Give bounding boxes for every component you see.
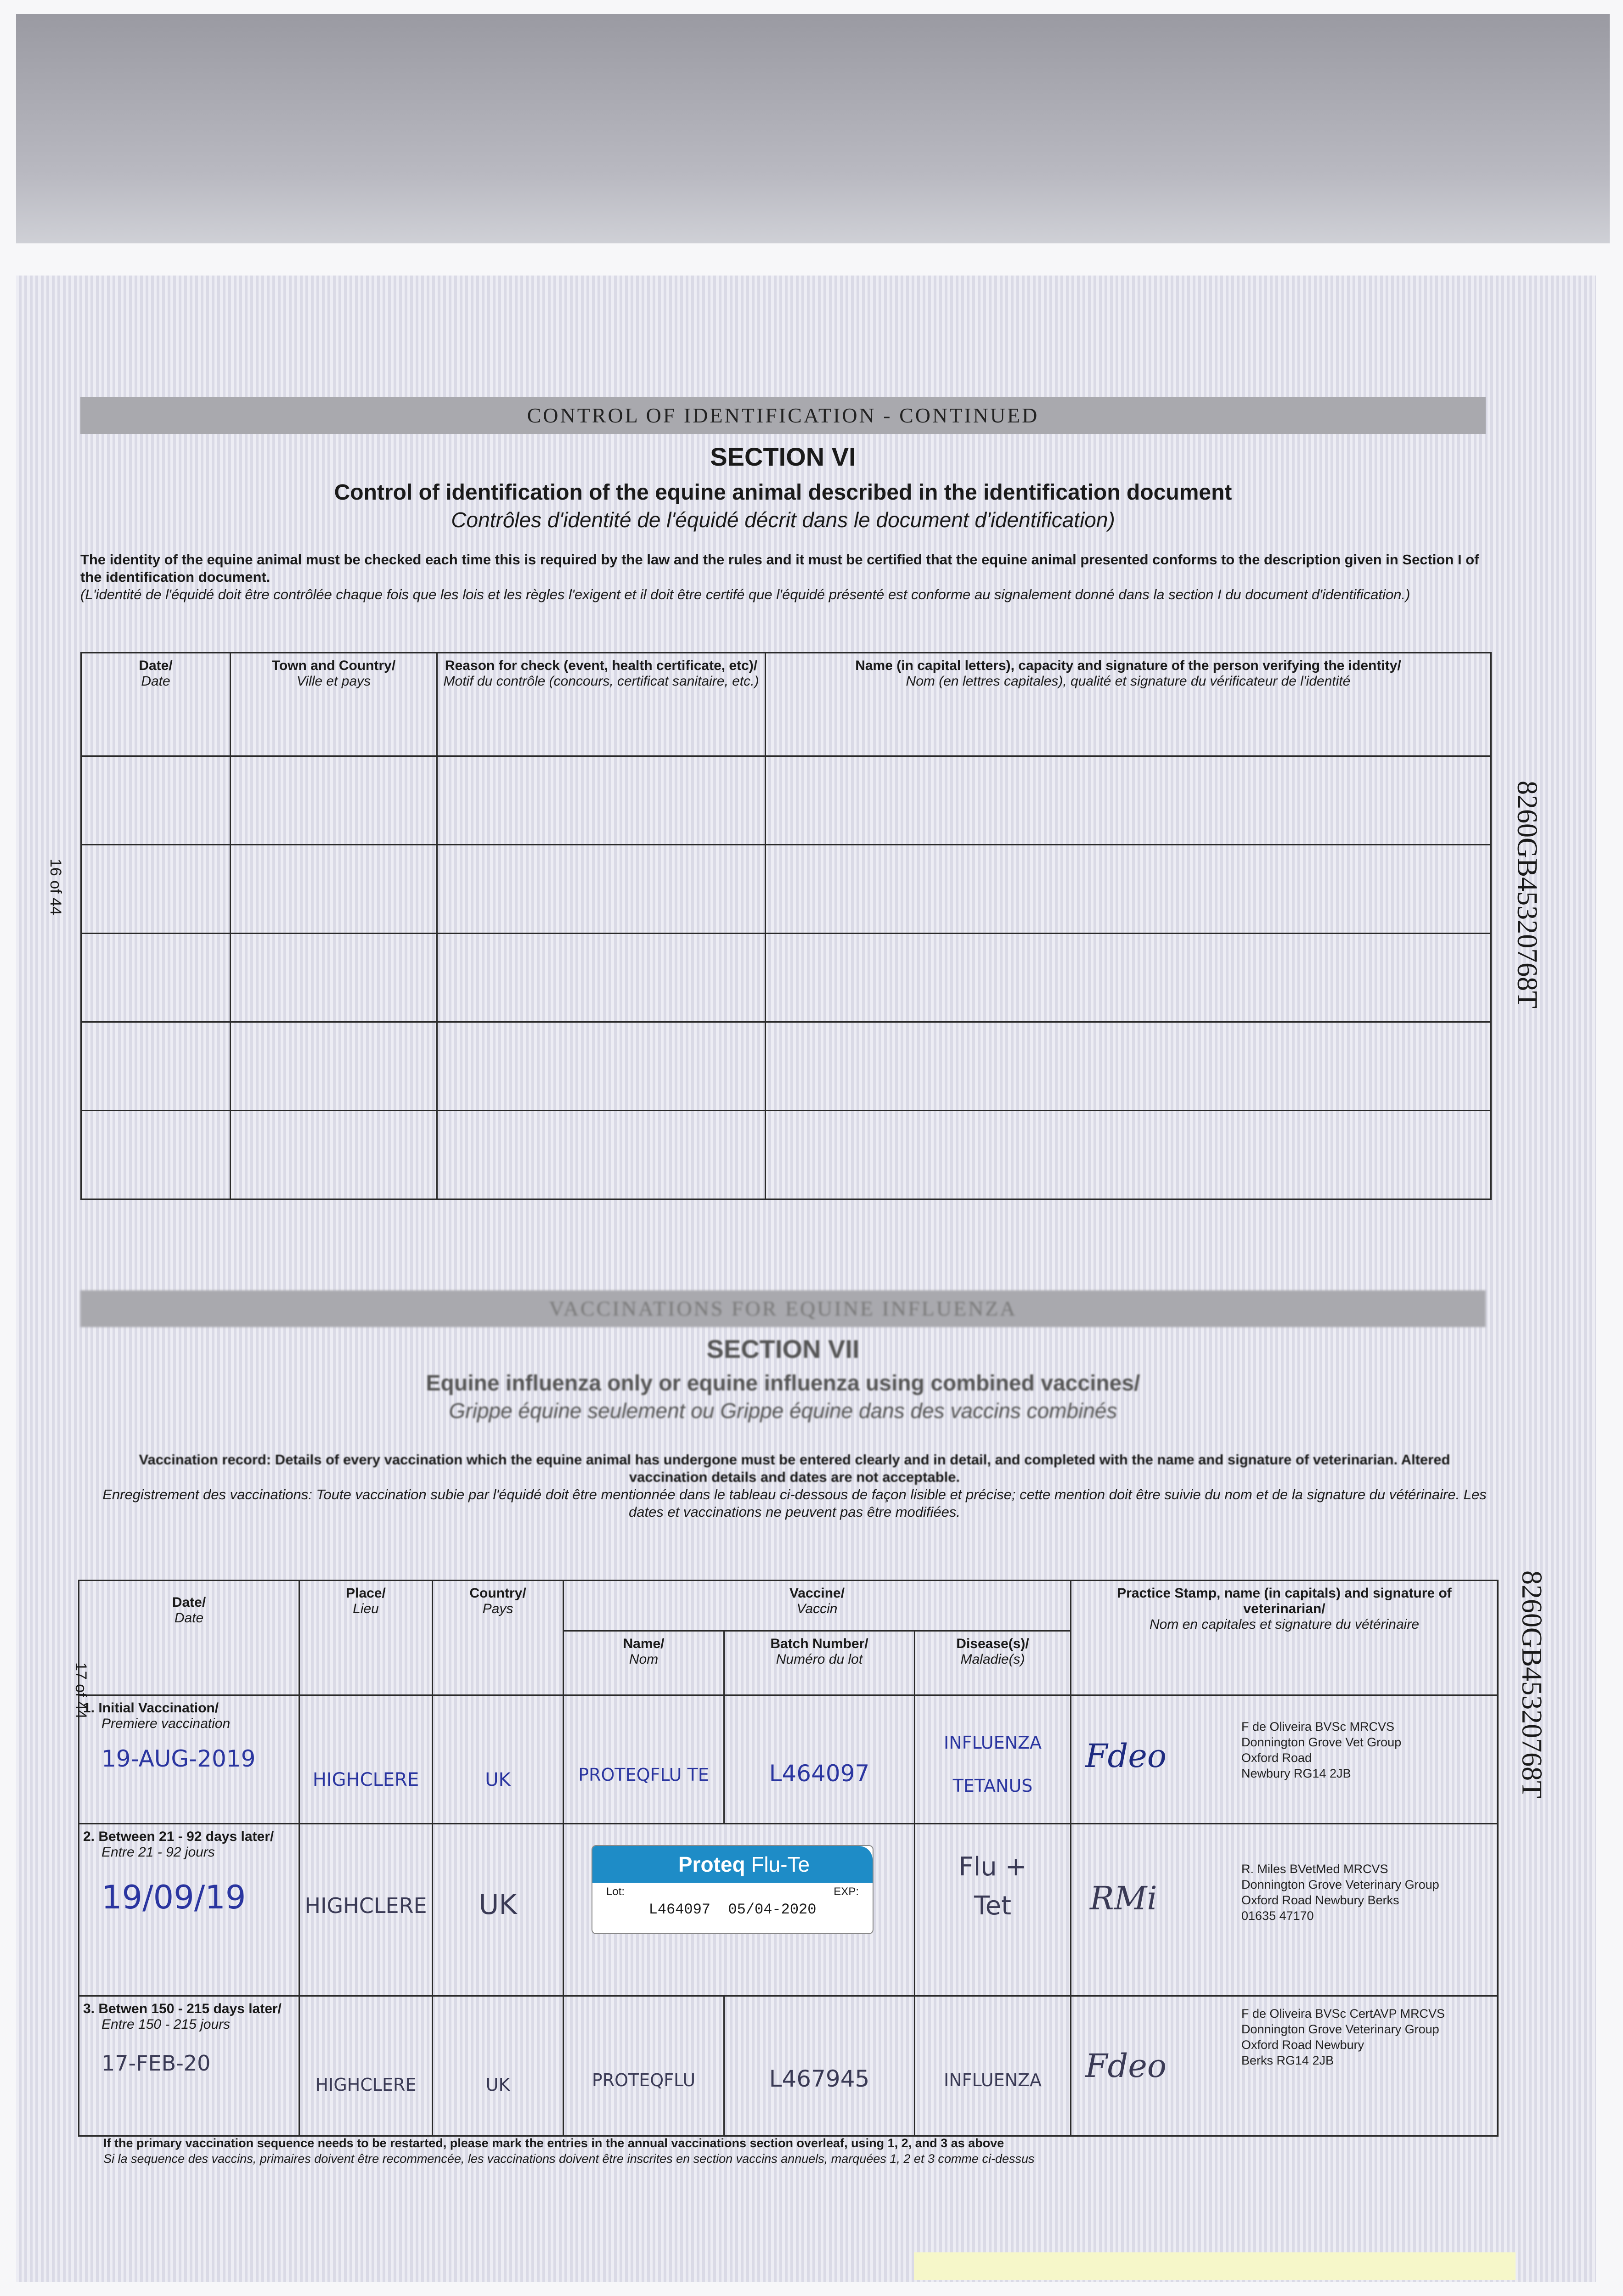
col-place: Place/ Lieu <box>299 1581 433 1695</box>
passport-id: 8260GB45320768T <box>1511 781 1543 1008</box>
handwritten-disease: Tet <box>974 1891 1012 1921</box>
vaccine-sticker-cell <box>564 1824 915 1996</box>
col-town: Town and Country/ Ville et pays <box>231 653 437 756</box>
handwritten-place: HIGHCLERE <box>304 1893 427 1918</box>
vet-signature: Fdeo <box>1085 1737 1167 1775</box>
col-batch: Batch Number/ Numéro du lot <box>724 1631 915 1695</box>
handwritten-disease: INFLUENZA <box>943 2070 1042 2090</box>
practice-stamp: F de Oliveira BVSc MRCVS Donnington Grove Vet Group Oxford Road Newbury RG14 2JB <box>1241 1720 1402 1780</box>
handwritten-place: HIGHCLERE <box>312 1769 419 1790</box>
handwritten-country: UK <box>479 1889 517 1921</box>
handwritten-disease: Flu + <box>958 1852 1027 1882</box>
col-date: Date/ Date <box>79 1581 299 1695</box>
handwritten-vaccine-name: PROTEQFLU TE <box>578 1765 709 1785</box>
identification-check-table <box>80 652 1492 1200</box>
section-subtitle: Equine influenza only or equine influenza using combined vaccines/ <box>426 1371 1140 1396</box>
table-row <box>81 845 1491 934</box>
row-date-cell: 3. Betwen 150 - 215 days later/ Entre 150 - 215 jours 17-FEB-20 <box>79 1996 299 2136</box>
section-title: SECTION VII <box>706 1334 860 1363</box>
practice-stamp: F de Oliveira BVSc CertAVP MRCVS Donnington Grove Veterinary Group Oxford Road Newbury Berks RG14 2JB <box>1241 2007 1445 2067</box>
intro-fr: Enregistrement des vaccinations: Toute vaccination subie par l'équidé doit être mentionnée dans le tableau ci-dessous de façon lisible et précise; cette mention doit être suivie du nom et de la signature du vétérinaire. Les dates et vaccinations ne peuvent pas être modifiées. <box>102 1486 1487 1520</box>
handwritten-date: 19-AUG-2019 <box>101 1745 256 1772</box>
handwritten-place: HIGHCLERE <box>315 2075 417 2095</box>
footnote <box>103 2135 1481 2167</box>
section-intro <box>99 1451 1490 1521</box>
scanner-background <box>16 14 1610 243</box>
page-section-vii <box>16 1281 1596 2282</box>
passport-id: 8260GB45320768T <box>1516 1570 1547 1798</box>
section-subtitle-fr: Grippe équine seulement ou Grippe équine dans des vaccins combinés <box>449 1399 1117 1423</box>
table-row <box>81 1111 1491 1199</box>
col-reason: Reason for check (event, health certificate, etc)/ Motif du contrôle (concours, certificat sanitaire, etc.) <box>437 653 766 756</box>
table-row <box>81 1022 1491 1111</box>
section-subtitle-fr: Contrôles d'identité de l'équidé décrit dans le document d'identification) <box>451 508 1115 532</box>
col-stamp: Practice Stamp, name (in capitals) and signature of veterinarian/ Nom en capitales et signature du vétérinaire <box>1071 1581 1498 1695</box>
handwritten-date: 19/09/19 <box>101 1879 246 1916</box>
page-section-vi <box>16 276 1596 1290</box>
row-date-cell: 1. Initial Vaccination/ Premiere vaccination 19-AUG-2019 <box>79 1695 299 1824</box>
footnote-en: If the primary vaccination sequence needs to be restarted, please mark the entries in the annual vaccinations section overleaf, using 1, 2, and 3 as above <box>103 2136 1004 2150</box>
vet-signature: Fdeo <box>1085 2047 1167 2085</box>
table-row <box>79 1695 1498 1824</box>
table-row <box>81 756 1491 845</box>
practice-stamp: R. Miles BVetMed MRCVS Donnington Grove Veterinary Group Oxford Road Newbury Berks 01635 47170 <box>1241 1862 1439 1923</box>
vet-signature: RMi <box>1090 1880 1157 1917</box>
handwritten-country: UK <box>485 2075 510 2095</box>
section-title: SECTION VI <box>710 442 856 471</box>
table-row <box>81 934 1491 1022</box>
section-intro <box>80 551 1486 603</box>
col-vaccine: Vaccine/ Vaccin <box>564 1581 1071 1631</box>
handwritten-batch: L467945 <box>769 2065 870 2092</box>
intro-en: The identity of the equine animal must be checked each time this is required by the law and the rules and it must be certified that the equine animal presented conforms to the description given in Section I of the identification document. <box>80 551 1479 585</box>
yellow-page-tab <box>914 2252 1516 2280</box>
footnote-fr: Si la sequence des vaccins, primaires doivent être recommencée, les vaccinations doivent être inscrites en section vaccins annuels, marquées 1, 2 et 3 comme ci-dessus <box>103 2152 1035 2166</box>
handwritten-disease: TETANUS <box>952 1776 1033 1796</box>
section-band: CONTROL OF IDENTIFICATION - CONTINUED <box>80 397 1486 434</box>
col-vaccine-name: Name/ Nom <box>564 1631 724 1695</box>
vaccine-batch-sticker: Proteq Flu-Te Lot: EXP: L464097 05/04-2020 <box>592 1845 873 1934</box>
vaccination-table <box>78 1580 1499 2137</box>
intro-fr: (L'identité de l'équidé doit être contrôlée chaque fois que les lois et les règles l'exigent et il doit être certifé que l'équidé présenté est conforme au signalement donné dans la section I du document d'identification.) <box>80 586 1410 602</box>
handwritten-disease: INFLUENZA <box>943 1733 1042 1753</box>
page-number: 17 of 44 <box>72 1662 90 1719</box>
section-band: VACCINATIONS FOR EQUINE INFLUENZA <box>80 1290 1486 1327</box>
row-date-cell: 2. Between 21 - 92 days later/ Entre 21 - 92 jours 19/09/19 <box>79 1824 299 1996</box>
sticker-brand: Proteq Flu-Te <box>592 1846 873 1883</box>
handwritten-country: UK <box>485 1769 511 1790</box>
intro-en: Vaccination record: Details of every vaccination which the equine animal has undergone must be entered clearly and in detail, and completed with the name and signature of veterinarian. Altered vaccination details and dates are not acceptable. <box>139 1452 1450 1485</box>
col-disease: Disease(s)/ Maladie(s) <box>915 1631 1071 1695</box>
table-row <box>79 1824 1498 1996</box>
section-subtitle: Control of identification of the equine animal described in the identification document <box>334 480 1232 505</box>
table-row <box>79 1996 1498 2136</box>
col-country: Country/ Pays <box>433 1581 564 1695</box>
handwritten-batch: L464097 <box>769 1760 870 1787</box>
page-number: 16 of 44 <box>47 859 64 915</box>
col-date: Date/ Date <box>81 653 231 756</box>
handwritten-date: 17-FEB-20 <box>101 2051 211 2076</box>
handwritten-vaccine-name: PROTEQFLU <box>592 2070 696 2090</box>
col-verifier: Name (in capital letters), capacity and signature of the person verifying the identity/ Nom (en lettres capitales), qualité et signature du vérificateur de l'identité <box>766 653 1491 756</box>
